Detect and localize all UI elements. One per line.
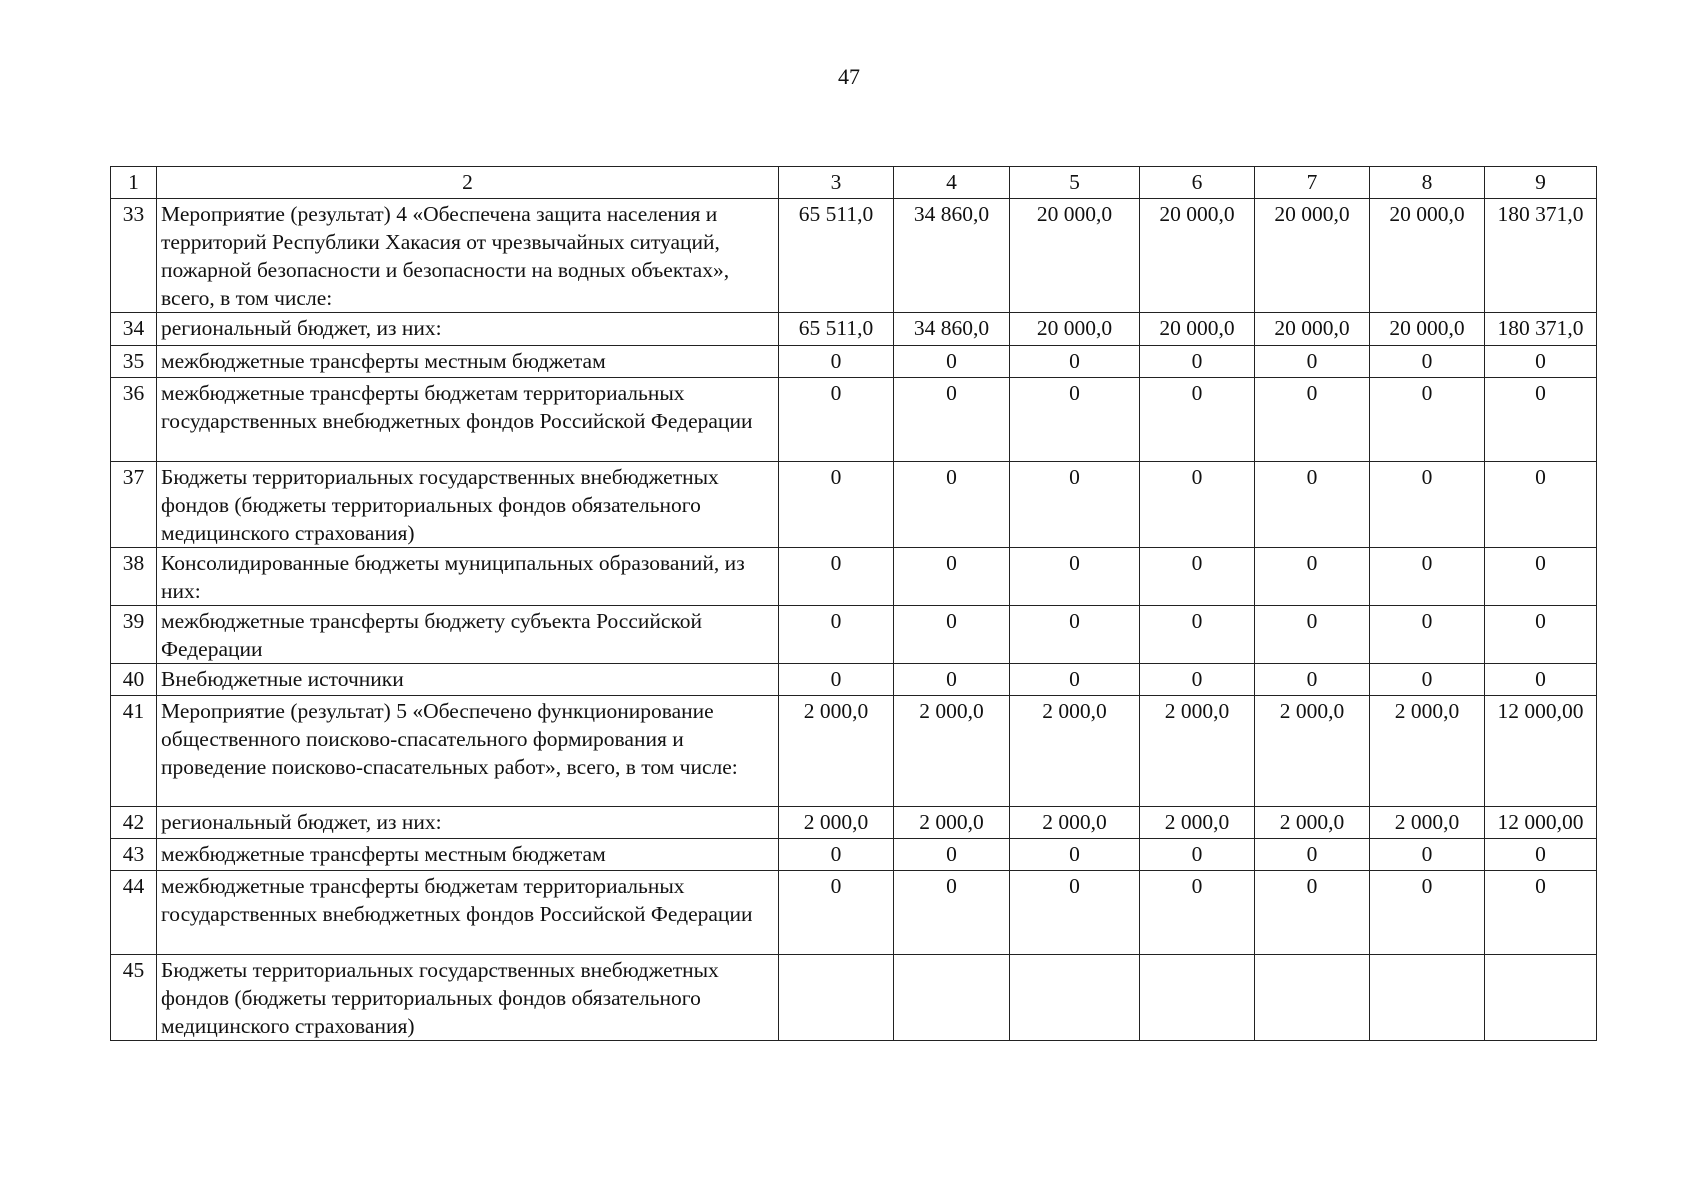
table-body bbox=[111, 199, 1597, 1041]
column-header: 2 bbox=[157, 167, 779, 199]
row-description: Бюджеты территориальных государственных внебюджетных фондов (бюджеты территориальных фондов обязательного медицинского страхования) bbox=[157, 462, 779, 548]
amount-cell: 0 bbox=[1140, 871, 1255, 955]
table-row bbox=[111, 696, 1597, 807]
amount-cell: 0 bbox=[779, 378, 894, 462]
amount-cell: 34 860,0 bbox=[894, 199, 1010, 313]
amount-cell: 2 000,0 bbox=[1140, 696, 1255, 807]
row-description: межбюджетные трансферты бюджетам территориальных государственных внебюджетных фондов Российской Федерации bbox=[157, 871, 779, 955]
amount-cell: 0 bbox=[1255, 664, 1370, 696]
amount-cell: 20 000,0 bbox=[1370, 313, 1485, 346]
row-number: 38 bbox=[111, 548, 157, 606]
table-row bbox=[111, 839, 1597, 871]
amount-cell: 2 000,0 bbox=[1370, 807, 1485, 839]
table-row bbox=[111, 462, 1597, 548]
amount-cell: 0 bbox=[1010, 346, 1140, 378]
amount-cell: 0 bbox=[1370, 664, 1485, 696]
budget-table bbox=[110, 166, 1597, 1041]
amount-cell: 0 bbox=[1370, 606, 1485, 664]
amount-cell: 0 bbox=[779, 462, 894, 548]
amount-cell: 0 bbox=[1140, 664, 1255, 696]
amount-cell: 0 bbox=[894, 462, 1010, 548]
column-header: 4 bbox=[894, 167, 1010, 199]
row-description: Консолидированные бюджеты муниципальных образований, из них: bbox=[157, 548, 779, 606]
table-row bbox=[111, 955, 1597, 1041]
amount-cell: 0 bbox=[1255, 839, 1370, 871]
amount-cell: 0 bbox=[1140, 606, 1255, 664]
amount-cell: 0 bbox=[1140, 462, 1255, 548]
amount-cell: 0 bbox=[894, 606, 1010, 664]
amount-cell: 65 511,0 bbox=[779, 199, 894, 313]
amount-cell: 0 bbox=[1010, 548, 1140, 606]
amount-cell: 0 bbox=[894, 871, 1010, 955]
row-description: межбюджетные трансферты местным бюджетам bbox=[157, 346, 779, 378]
amount-cell: 2 000,0 bbox=[1140, 807, 1255, 839]
amount-cell: 0 bbox=[1370, 839, 1485, 871]
amount-cell: 0 bbox=[1140, 548, 1255, 606]
row-number: 37 bbox=[111, 462, 157, 548]
amount-cell: 0 bbox=[1485, 346, 1597, 378]
amount-cell bbox=[1485, 955, 1597, 1041]
column-header: 1 bbox=[111, 167, 157, 199]
amount-cell: 0 bbox=[1485, 664, 1597, 696]
table-row bbox=[111, 807, 1597, 839]
amount-cell: 0 bbox=[1255, 346, 1370, 378]
amount-cell: 20 000,0 bbox=[1140, 199, 1255, 313]
column-header: 9 bbox=[1485, 167, 1597, 199]
row-number: 36 bbox=[111, 378, 157, 462]
amount-cell: 0 bbox=[1370, 378, 1485, 462]
amount-cell: 2 000,0 bbox=[1010, 807, 1140, 839]
amount-cell bbox=[779, 955, 894, 1041]
amount-cell: 0 bbox=[779, 548, 894, 606]
amount-cell: 0 bbox=[1370, 548, 1485, 606]
amount-cell: 180 371,0 bbox=[1485, 313, 1597, 346]
amount-cell: 0 bbox=[779, 346, 894, 378]
page-number: 47 bbox=[838, 64, 860, 89]
row-number: 34 bbox=[111, 313, 157, 346]
amount-cell: 0 bbox=[1485, 462, 1597, 548]
amount-cell: 0 bbox=[1010, 606, 1140, 664]
amount-cell: 34 860,0 bbox=[894, 313, 1010, 346]
amount-cell: 0 bbox=[894, 548, 1010, 606]
row-description: Мероприятие (результат) 5 «Обеспечено функционирование общественного поисково-спасательного формирования и проведение поисково-спасательных работ», всего, в том числе: bbox=[157, 696, 779, 807]
amount-cell: 2 000,0 bbox=[779, 696, 894, 807]
amount-cell: 0 bbox=[1140, 346, 1255, 378]
row-number: 35 bbox=[111, 346, 157, 378]
amount-cell: 0 bbox=[894, 839, 1010, 871]
amount-cell: 2 000,0 bbox=[1010, 696, 1140, 807]
amount-cell: 0 bbox=[1140, 839, 1255, 871]
amount-cell: 0 bbox=[1010, 462, 1140, 548]
table-row bbox=[111, 871, 1597, 955]
amount-cell: 0 bbox=[1010, 664, 1140, 696]
amount-cell: 20 000,0 bbox=[1010, 199, 1140, 313]
amount-cell: 0 bbox=[1010, 839, 1140, 871]
amount-cell: 2 000,0 bbox=[1255, 696, 1370, 807]
column-header: 7 bbox=[1255, 167, 1370, 199]
amount-cell bbox=[894, 955, 1010, 1041]
amount-cell: 0 bbox=[1010, 378, 1140, 462]
amount-cell: 0 bbox=[894, 346, 1010, 378]
amount-cell: 0 bbox=[779, 871, 894, 955]
amount-cell: 2 000,0 bbox=[894, 696, 1010, 807]
table-row bbox=[111, 346, 1597, 378]
amount-cell: 12 000,00 bbox=[1485, 807, 1597, 839]
amount-cell bbox=[1140, 955, 1255, 1041]
amount-cell: 0 bbox=[1140, 378, 1255, 462]
table-row bbox=[111, 378, 1597, 462]
amount-cell: 0 bbox=[1485, 871, 1597, 955]
row-number: 42 bbox=[111, 807, 157, 839]
column-header: 6 bbox=[1140, 167, 1255, 199]
amount-cell: 180 371,0 bbox=[1485, 199, 1597, 313]
row-description: Мероприятие (результат) 4 «Обеспечена защита населения и территорий Республики Хакасия от чрезвычайных ситуаций, пожарной безопасности и безопасности на водных объектах», всего, в том числе: bbox=[157, 199, 779, 313]
table-row bbox=[111, 606, 1597, 664]
amount-cell: 0 bbox=[1485, 378, 1597, 462]
table-row bbox=[111, 199, 1597, 313]
row-description: Внебюджетные источники bbox=[157, 664, 779, 696]
amount-cell: 20 000,0 bbox=[1010, 313, 1140, 346]
amount-cell: 2 000,0 bbox=[1370, 696, 1485, 807]
amount-cell: 2 000,0 bbox=[1255, 807, 1370, 839]
table-header-row bbox=[111, 167, 1597, 199]
row-description: Бюджеты территориальных государственных внебюджетных фондов (бюджеты территориальных фондов обязательного медицинского страхования) bbox=[157, 955, 779, 1041]
amount-cell: 0 bbox=[1485, 548, 1597, 606]
row-description: региональный бюджет, из них: bbox=[157, 313, 779, 346]
amount-cell: 0 bbox=[1485, 606, 1597, 664]
amount-cell: 2 000,0 bbox=[894, 807, 1010, 839]
row-number: 41 bbox=[111, 696, 157, 807]
amount-cell: 0 bbox=[894, 378, 1010, 462]
column-header: 3 bbox=[779, 167, 894, 199]
amount-cell: 0 bbox=[1255, 871, 1370, 955]
row-number: 40 bbox=[111, 664, 157, 696]
row-description: региональный бюджет, из них: bbox=[157, 807, 779, 839]
row-number: 44 bbox=[111, 871, 157, 955]
amount-cell bbox=[1010, 955, 1140, 1041]
amount-cell: 0 bbox=[1255, 462, 1370, 548]
table-row bbox=[111, 548, 1597, 606]
amount-cell: 0 bbox=[1370, 871, 1485, 955]
amount-cell: 12 000,00 bbox=[1485, 696, 1597, 807]
amount-cell: 0 bbox=[779, 839, 894, 871]
amount-cell bbox=[1370, 955, 1485, 1041]
table-row bbox=[111, 664, 1597, 696]
row-number: 45 bbox=[111, 955, 157, 1041]
amount-cell: 0 bbox=[1010, 871, 1140, 955]
row-description: межбюджетные трансферты бюджету субъекта Российской Федерации bbox=[157, 606, 779, 664]
amount-cell bbox=[1255, 955, 1370, 1041]
amount-cell: 0 bbox=[1255, 378, 1370, 462]
table-row bbox=[111, 313, 1597, 346]
amount-cell: 2 000,0 bbox=[779, 807, 894, 839]
amount-cell: 0 bbox=[1485, 839, 1597, 871]
amount-cell: 0 bbox=[1370, 462, 1485, 548]
amount-cell: 20 000,0 bbox=[1370, 199, 1485, 313]
row-description: межбюджетные трансферты бюджетам территориальных государственных внебюджетных фондов Российской Федерации bbox=[157, 378, 779, 462]
amount-cell: 20 000,0 bbox=[1255, 313, 1370, 346]
amount-cell: 20 000,0 bbox=[1140, 313, 1255, 346]
row-number: 43 bbox=[111, 839, 157, 871]
row-description: межбюджетные трансферты местным бюджетам bbox=[157, 839, 779, 871]
column-header: 8 bbox=[1370, 167, 1485, 199]
amount-cell: 0 bbox=[779, 664, 894, 696]
row-number: 33 bbox=[111, 199, 157, 313]
amount-cell: 65 511,0 bbox=[779, 313, 894, 346]
amount-cell: 0 bbox=[779, 606, 894, 664]
amount-cell: 20 000,0 bbox=[1255, 199, 1370, 313]
amount-cell: 0 bbox=[1255, 548, 1370, 606]
row-number: 39 bbox=[111, 606, 157, 664]
amount-cell: 0 bbox=[1370, 346, 1485, 378]
amount-cell: 0 bbox=[1255, 606, 1370, 664]
column-header: 5 bbox=[1010, 167, 1140, 199]
amount-cell: 0 bbox=[894, 664, 1010, 696]
